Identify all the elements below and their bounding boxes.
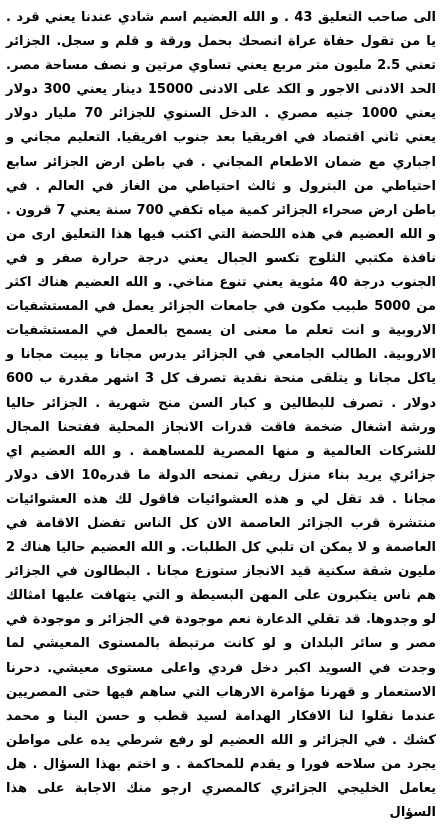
comment-text: الى صاحب التعليق 43 . و الله العضيم اسم شادي عندنا يعني قرد . يا من تقول حفاة عراة انصحك بحمل ورقة و قلم و سجل. الجزائر تعني 2.5 مليون متر مربع يعني تساوي مرتين و نصف مساحة مصر. الحد الادنى الاجور و الكد على الادنى 15000 دينار يعني 300 دولار يعني 1000 جنيه مصري . الدخل السنوي للجزائر 70 مليار دولار يعني ثاني اقتصاد في افريقيا بعد جنوب افريقيا. التعليم مجاني و اجباري مع ضمان الاطعام المجاني . في باطن ارض الجزائر سابع احتياطي من البترول و ثالث احتياطي من الغاز في العالم . في باطن ارض صحراء الجزائر كمية مياه تكفي 700 سنة يعني 7 قرون . و الله العضيم في هذه اللحضة التي اكتب فيها هذا التعليق ارى من نافذة مكتبي الثلوج تكسو الجبال يعني درجة حرارة صفر و في الجنوب درجة 40 مئوية يعني تنوع مناخي. و الله العضيم هناك اكثر من 5000 طبيب مكون في جامعات الجزائر يعمل في المستشفيات الاروبية و انت تعلم ما معنى ان يسمح بالعمل في المستشفيات الاروبية. الطالب الجامعي في الجزائر يدرس مجانا و يبيت مجانا و ياكل مجانا و يتلقى منحة نقدية تصرف كل 3 اشهر مقدرة ب 600 دولار . تصرف للبطالين و كبار السن منح شهرية . الجزائر حاليا ورشة اشغال ضخمة فاقت قدرات الانجاز المحلية ففتحنا المجال للشركات العالمية و منها المصرية للمساهمة . و الله العضيم اي جزائري يريد بناء منزل ريفي تمنحه الدولة ما قدره10 الاف دولار مجانا . قد تقل لي و هذه العشوائيات فاقول لك هذه العشوائيات منتشرة قرب الجزائر العاصمة الان كل الناس تفضل الاقامة في العاصمة و لا يمكن ان تلبي كل الطلبات. و الله العضيم حاليا هناك 2 مليون شقة سكنية قيد الانجاز ستوزع مجانا . البطالون في الجزائر هم ناس يتكبرون على المهن البسيطة و التي يتهافت عليها امثالك لو وجدوها. قد تقلي الدعارة نعم موجودة في الجزائر و موجودة في مصر و سائر البلدان و لو كانت مرتبطة بالمستوى المعيشي لما وجدت في السويد اكبر دخل فردي واعلى مستوى معيشي. دحرنا الاستعمار و قهرنا مؤامرة الارهاب التي ساهم فيها حتى المصريين عندما نقلوا لنا الافكار الهدامة لسيد قطب و حسن البنا و محمد كشك . في الجزائر و الله العضيم لو رفع شرطي يده على مواطن يجرد من سلاحه فورا و يقدم للمحاكمة . و اختم بهذا السؤال . هل يعامل الخليجي الجزائري كالمصري ارجو منك الاجابة على هذا السؤال (6, 10, 437, 821)
